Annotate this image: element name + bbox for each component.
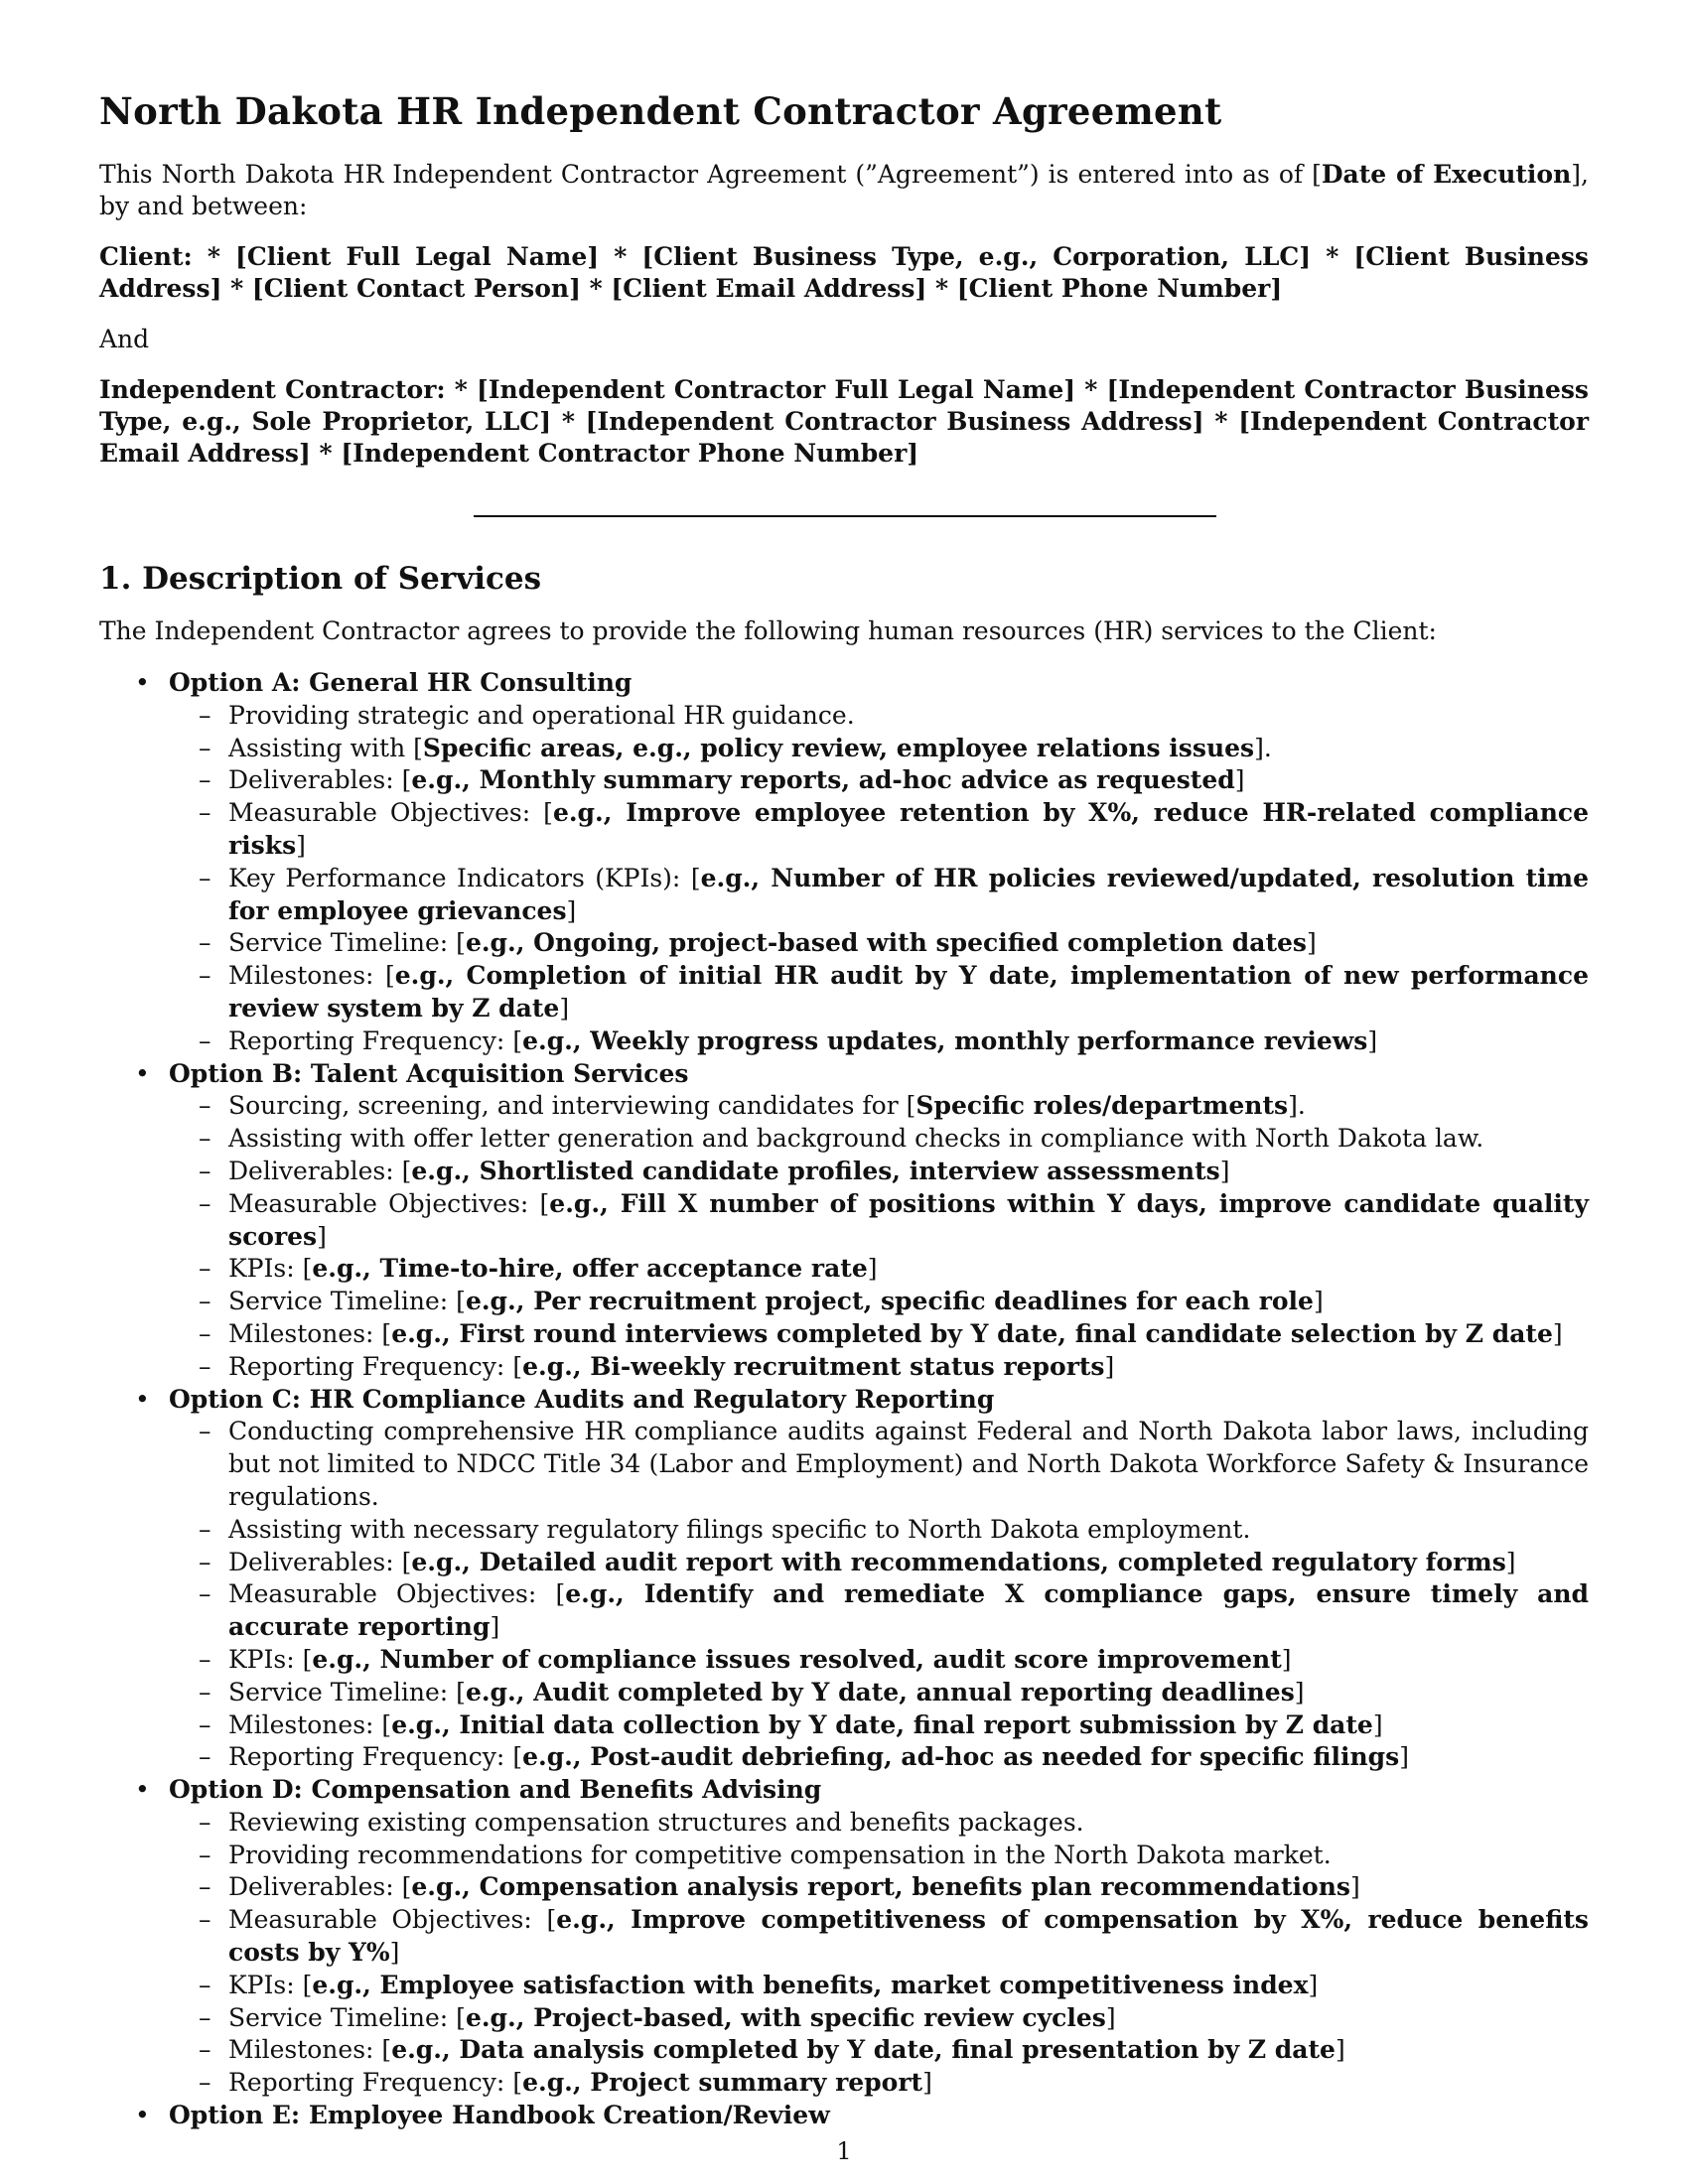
dash-icon: – [199,1970,211,1999]
service-item-placeholder: e.g., Time-to-hire, offer acceptance rate [312,1254,868,1284]
dash-icon: – [199,1840,211,1869]
contractor-fields: * [Independent Contractor Full Legal Name] * [Independent Contractor Business Type, e.g., Sole Proprietor, LLC] * [Independent Contractor Business Address] * [Independent Contractor Email Address] * [Independent Contractor Phone Number] [99,375,1590,468]
dash-icon: – [199,700,211,730]
dash-icon: – [199,961,211,991]
service-item-placeholder: e.g., Number of compliance issues resolved, audit score improvement [312,1644,1282,1674]
service-item-text: Service Timeline: [228,2002,457,2032]
service-item: – Measurable Objectives: [e.g., Improve competitiveness of compensation by X%, reduce benefits costs by Y%] [199,1905,1589,1968]
intro-prefix: This North Dakota HR Independent Contractor Agreement (”Agreement”) is entered into as of [ [99,160,1322,189]
client-block [99,241,1589,305]
service-option [99,1384,1589,1417]
service-item-text: KPIs: [228,1644,303,1674]
service-option-title: Option C: HR Compliance Audits and Regulatory Reporting [169,1384,995,1414]
service-item-placeholder: e.g., Audit completed by Y date, annual reporting deadlines [465,1677,1295,1706]
service-item-text: Reviewing existing compensation structures and benefits packages. [228,1807,1084,1837]
service-item-text: Deliverables: [228,1547,402,1576]
service-option-title: Option D: Compensation and Benefits Advising [169,1775,822,1805]
dash-icon: – [199,1254,211,1284]
service-item: – Measurable Objectives: [e.g., Improve employee retention by X%, reduce HR-related compliance risks] [199,798,1590,860]
service-item: – Milestones: [e.g., Data analysis completed by Y date, final presentation by Z date] [99,2034,1589,2067]
dash-icon: – [199,1417,211,1446]
dash-icon: – [199,1579,211,1609]
service-item: – Milestones: [e.g., Initial data collection by Y date, final report submission by Z date] [99,1709,1589,1742]
dash-icon: – [199,1742,211,1772]
service-item-placeholder: e.g., Compensation analysis report, benefits plan recommendations [411,1872,1350,1902]
dash-icon: – [199,1514,211,1544]
service-item-text: Reporting Frequency: [228,1351,513,1381]
dash-icon: – [199,1547,211,1576]
service-item-text: Key Performance Indicators (KPIs): [228,863,691,892]
service-item-text: Measurable Objectives: [228,798,544,828]
service-item: – Deliverables: [e.g., Shortlisted candidate profiles, interview assessments] [99,1156,1589,1188]
service-item-text: KPIs: [228,1254,303,1284]
service-item-placeholder: e.g., Data analysis completed by Y date, final presentation by Z date [391,2035,1336,2065]
dash-icon: – [199,1709,211,1739]
document-title: North Dakota HR Independent Contractor Agreement [99,89,1222,133]
dash-icon: – [199,1025,211,1055]
client-field: Client Business Address [99,242,1590,303]
dash-icon: – [199,2035,211,2065]
service-item: – Measurable Objectives: [e.g., Identify and remediate X compliance gaps, ensure timely and accurate reporting] [199,1579,1590,1642]
service-item: – Reporting Frequency: [e.g., Project summary report] [99,2067,1589,2100]
section-heading-description-of-services: 1. Description of Services [99,561,542,597]
client-field: Client Contact Person [263,274,570,303]
service-item: – KPIs: [e.g., Employee satisfaction with benefits, market competitiveness index] [99,1970,1589,2002]
bullet-icon: • [135,1775,150,1805]
service-item-placeholder: e.g., Detailed audit report with recommendations, completed regulatory forms [411,1547,1506,1576]
service-item-text: Milestones: [228,961,385,991]
service-item-text: Assisting with [228,733,414,762]
service-item-placeholder: e.g., Fill X number of positions within Y days, improve candidate quality scores [228,1188,1589,1251]
dash-icon: – [199,1156,211,1185]
dash-icon: – [199,1644,211,1674]
service-item-placeholder: e.g., Improve employee retention by X%, reduce HR-related compliance risks [228,798,1590,860]
and-text: And [99,325,150,353]
service-item-placeholder: e.g., Completion of initial HR audit by Y date, implementation of new performance review system by Z date [228,961,1589,1023]
service-item: – Reporting Frequency: [e.g., Post-audit debriefing, ad-hoc as needed for specific filings] [99,1741,1589,1774]
client-field: Client Full Legal Name [246,242,588,271]
service-item [99,700,1589,733]
service-item: – Measurable Objectives: [e.g., Fill X number of positions within Y days, improve candidate quality scores] [199,1188,1589,1251]
contractor-field: Independent Contractor Business Type, e.g., Sole Proprietor, LLC [99,375,1589,436]
dash-icon: – [199,1351,211,1381]
dash-icon: – [199,1807,211,1837]
bullet-icon: • [135,1384,150,1414]
service-item: – Deliverables: [e.g., Detailed audit report with recommendations, completed regulatory forms] [99,1547,1589,1579]
service-item-text: Providing recommendations for competitive compensation in the North Dakota market. [228,1840,1332,1869]
service-item: – Deliverables: [e.g., Compensation analysis report, benefits plan recommendations] [99,1871,1589,1904]
service-item-text: Deliverables: [228,1872,402,1902]
service-item: – Sourcing, screening, and interviewing candidates for [Specific roles/departments]. [99,1090,1589,1123]
dash-icon: – [199,1872,211,1902]
dash-icon: – [199,2068,211,2098]
service-item-placeholder: e.g., Monthly summary reports, ad-hoc advice as requested [411,765,1235,795]
service-item [99,1416,1589,1513]
service-item-text: Providing strategic and operational HR guidance. [228,700,855,730]
dash-icon: – [199,733,211,762]
bullet-icon: • [135,668,150,697]
service-option-title: Option A: General HR Consulting [169,668,633,697]
service-option [99,1774,1589,1807]
contractor-field: Independent Contractor Business Address [597,407,1193,436]
service-item-text: Reporting Frequency: [228,1025,513,1055]
service-item-text: Conducting comprehensive HR compliance audits against Federal and North Dakota labor laws, including but not limited to NDCC Title 34 (Labor and Employment) and North Dakota Workforce Safety & Insurance regulations. [228,1417,1589,1511]
contractor-field: Independent Contractor Email Address [99,407,1590,468]
service-option [99,1058,1589,1091]
contractor-block [99,374,1589,470]
service-item-text: Reporting Frequency: [228,2068,513,2098]
dash-icon: – [199,765,211,795]
service-item: – Service Timeline: [e.g., Per recruitment project, specific deadlines for each role] [99,1286,1589,1318]
service-item [99,1807,1589,1840]
service-item-placeholder: e.g., Weekly progress updates, monthly performance reviews [522,1025,1368,1055]
dash-icon: – [199,1677,211,1706]
service-item: – KPIs: [e.g., Number of compliance issues resolved, audit score improvement] [99,1644,1589,1677]
service-item-placeholder: e.g., Bi-weekly recruitment status reports [522,1351,1105,1381]
service-item-placeholder: e.g., Number of HR policies reviewed/updated, resolution time for employee grievances [228,863,1590,925]
client-field: Client Business Type, e.g., Corporation, LLC [653,242,1300,271]
service-item-placeholder: e.g., Improve competitiveness of compensation by X%, reduce benefits costs by Y% [228,1905,1589,1968]
service-item: – Deliverables: [e.g., Monthly summary reports, ad-hoc advice as requested] [99,764,1589,797]
service-option-title: Option B: Talent Acquisition Services [169,1058,689,1088]
service-item-placeholder: e.g., Employee satisfaction with benefits, market competitiveness index [312,1970,1309,1999]
service-item: – Milestones: [e.g., Completion of initial HR audit by Y date, implementation of new performance review system by Z date] [199,961,1589,1023]
client-fields: * [Client Full Legal Name] * [Client Business Type, e.g., Corporation, LLC] * [Client Business Address] * [Client Contact Person] * [Client Email Address] * [Client Phone Number] [99,242,1590,303]
service-option [99,2100,1589,2132]
service-item-text: Measurable Objectives: [228,1579,556,1609]
service-item-text: Reporting Frequency: [228,1742,513,1772]
dash-icon: – [199,1318,211,1348]
service-item-text: Deliverables: [228,1156,402,1185]
service-item: – Reporting Frequency: [e.g., Weekly progress updates, monthly performance reviews] [99,1025,1589,1058]
service-item-text: Service Timeline: [228,1287,457,1316]
service-item: – Assisting with [Specific areas, e.g., policy review, employee relations issues]. [99,733,1589,765]
service-item-placeholder: e.g., Shortlisted candidate profiles, interview assessments [411,1156,1220,1185]
client-label: Client: [99,242,193,271]
page-number: 1 [836,2137,852,2165]
dash-icon: – [199,1091,211,1121]
service-item-placeholder: e.g., Post-audit debriefing, ad-hoc as needed for specific filings [522,1742,1400,1772]
intro-paragraph [99,159,1589,222]
contractor-field: Independent Contractor Full Legal Name [488,375,1064,404]
service-item: – Key Performance Indicators (KPIs): [e.g., Number of HR policies reviewed/updated, resolution time for employee grievances] [199,863,1590,925]
service-item: – Milestones: [e.g., First round interviews completed by Y date, final candidate selection by Z date] [99,1318,1589,1351]
dash-icon: – [199,1124,211,1154]
service-item: – Service Timeline: [e.g., Audit completed by Y date, annual reporting deadlines] [99,1677,1589,1709]
date-of-execution-placeholder: Date of Execution [1321,160,1572,189]
service-item-placeholder: Specific areas, e.g., policy review, employee relations issues [422,733,1255,762]
service-item-placeholder: e.g., Project-based, with specific review cycles [465,2002,1106,2032]
service-item [99,1514,1589,1547]
service-item-placeholder: e.g., Project summary report [522,2068,923,2098]
service-item-placeholder: e.g., First round interviews completed by Y date, final candidate selection by Z date [391,1318,1553,1348]
service-item-text: Sourcing, screening, and interviewing candidates for [228,1091,907,1121]
service-item-placeholder: Specific roles/departments [915,1091,1289,1121]
dash-icon: – [199,1287,211,1316]
service-item-text: Deliverables: [228,765,402,795]
service-item-text: Service Timeline: [228,928,457,958]
services-intro: The Independent Contractor agrees to provide the following human resources (HR) services to the Client: [99,616,1437,645]
bullet-icon: • [135,1058,150,1088]
service-item-text: Service Timeline: [228,1677,457,1706]
service-item-text: KPIs: [228,1970,303,1999]
service-item: – KPIs: [e.g., Time-to-hire, offer acceptance rate] [99,1253,1589,1286]
service-item-placeholder: e.g., Identify and remediate X compliance gaps, ensure timely and accurate reporting [228,1579,1590,1642]
contractor-label: Independent Contractor: [99,375,446,404]
contractor-field: Independent Contractor Phone Number [352,439,908,468]
services-list [99,667,1589,2132]
dash-icon: – [199,863,211,892]
service-item: – Reporting Frequency: [e.g., Bi-weekly recruitment status reports] [99,1351,1589,1384]
service-item-text: Measurable Objectives: [228,1905,547,1935]
service-option-title: Option E: Employee Handbook Creation/Review [169,2101,830,2130]
service-option [99,667,1589,700]
service-item: – Service Timeline: [e.g., Project-based, with specific review cycles] [99,2002,1589,2035]
horizontal-divider [474,515,1216,517]
service-item [99,1840,1589,1872]
dash-icon: – [199,798,211,828]
service-item-text: Milestones: [228,1318,382,1348]
service-item-text: Assisting with offer letter generation and background checks in compliance with North Dakota law. [228,1124,1484,1154]
dash-icon: – [199,928,211,958]
service-item-placeholder: e.g., Ongoing, project-based with specified completion dates [465,928,1308,958]
service-item-text: Measurable Objectives: [228,1188,540,1218]
bullet-icon: • [135,2101,150,2130]
service-item [99,1123,1589,1156]
dash-icon: – [199,2002,211,2032]
intro-suffix: ], by and between: [99,160,1589,220]
client-field: Client Email Address [623,274,915,303]
service-item-placeholder: e.g., Per recruitment project, specific deadlines for each role [465,1287,1314,1316]
dash-icon: – [199,1188,211,1218]
dash-icon: – [199,1905,211,1935]
client-field: Client Phone Number [968,274,1271,303]
service-item-text: Assisting with necessary regulatory filings specific to North Dakota employment. [228,1514,1251,1544]
service-item-placeholder: e.g., Initial data collection by Y date, final report submission by Z date [391,1709,1373,1739]
service-item-text: Milestones: [228,1709,382,1739]
service-item: – Service Timeline: [e.g., Ongoing, project-based with specified completion dates] [99,927,1589,960]
service-item-text: Milestones: [228,2035,382,2065]
